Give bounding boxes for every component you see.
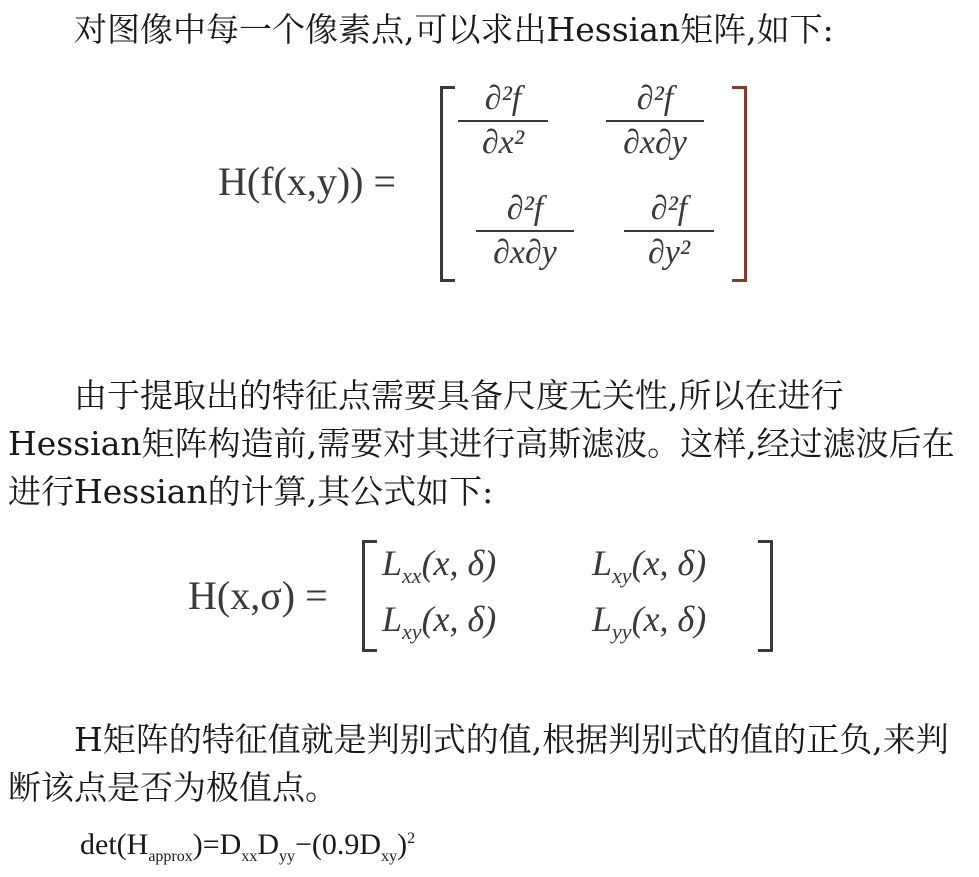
- matrix-cell-xy-top: ∂²f ∂x∂y: [606, 82, 704, 160]
- l-yy: $L_{yy}(x$, δ): [592, 599, 707, 645]
- conclusion-paragraph: H矩阵的特征值就是判别式的值,根据判别式的值的正负,来判断该点是否为极值点。: [8, 720, 949, 807]
- gaussian-lhs: H(x,σ) =: [188, 573, 328, 618]
- hessian-lhs: H(f(x,y)) =: [218, 159, 397, 204]
- left-bracket: [440, 86, 455, 282]
- l-xy-top: $L_{xy}(x$, δ): [592, 543, 707, 589]
- filter-paragraph: 由于提取出的特征点需要具备尺度无关性,所以在进行Hessian矩阵构造前,需要对其进行高斯滤波。这样,经过滤波后在进行Hessian的计算,其公式如下:: [8, 376, 955, 511]
- l-xx: $L_{xx}(x$, δ): [382, 543, 497, 589]
- intro-paragraph: 对图像中每一个像素点,可以求出Hessian矩阵,如下:: [74, 10, 834, 49]
- left-bracket-2: [362, 540, 377, 652]
- matrix-cell-xx: ∂²f ∂x²: [458, 82, 548, 160]
- matrix-cell-xy-bottom: ∂²f ∂x∂y: [476, 192, 574, 270]
- matrix-cell-yy: ∂²f ∂y²: [624, 192, 714, 270]
- right-bracket-2: [758, 540, 773, 652]
- right-bracket: [732, 86, 747, 282]
- determinant-formula: $\det(H_{approx})=D_{xx}D_{yy}-(0.9D_{xy})^2$: [80, 828, 416, 865]
- l-xy-bottom: $L_{xy}(x$, δ): [382, 599, 497, 645]
